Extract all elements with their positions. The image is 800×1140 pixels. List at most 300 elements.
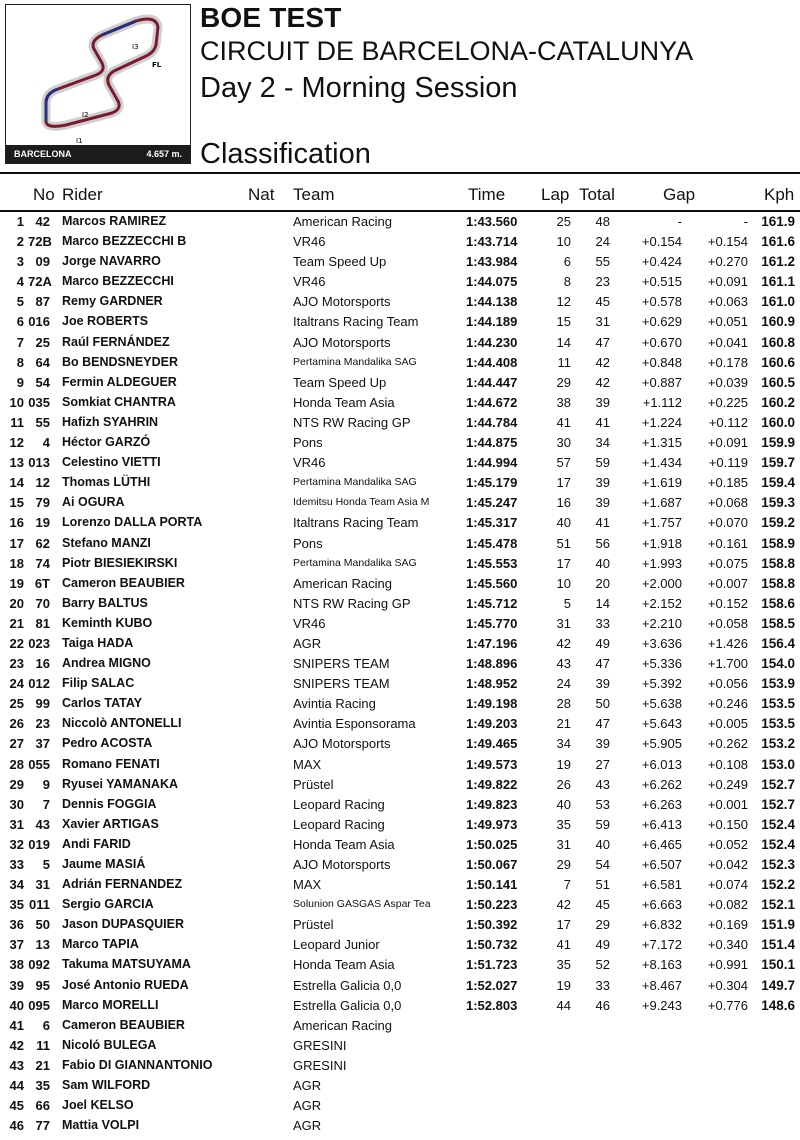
best-time: 1:52.027 — [466, 977, 518, 993]
total-laps: 52 — [595, 957, 610, 973]
team-name: Pons — [293, 535, 323, 551]
table-row — [0, 252, 800, 272]
position: 8 — [16, 354, 24, 370]
table-row — [0, 654, 800, 674]
best-time: 1:44.075 — [466, 274, 518, 290]
best-time: 1:45.478 — [466, 535, 518, 551]
rider-name: Marcos RAMIREZ — [62, 214, 167, 228]
team-name: AJO Motorsports — [293, 294, 391, 310]
table-row — [0, 333, 800, 353]
top-speed: 152.7 — [761, 796, 795, 812]
team-name: Honda Team Asia — [293, 957, 395, 973]
best-lap: 51 — [556, 535, 571, 551]
gap-to-first: +6.263 — [641, 796, 682, 812]
team-name: SNIPERS TEAM — [293, 656, 390, 672]
gap-to-previous: - — [743, 214, 748, 229]
table-row — [0, 775, 800, 795]
top-speed: 159.4 — [761, 475, 795, 491]
rider-number: 25 — [35, 334, 50, 350]
position: 17 — [9, 535, 24, 551]
total-laps: 39 — [595, 475, 610, 491]
rider-number: 092 — [28, 957, 50, 973]
total-laps: 51 — [595, 877, 610, 893]
total-laps: 41 — [595, 414, 610, 430]
team-name: AGR — [293, 1118, 322, 1134]
best-time: 1:44.189 — [466, 314, 518, 330]
gap-to-previous: +0.042 — [707, 857, 748, 872]
position: 20 — [9, 595, 24, 611]
column-header-lap: Lap — [541, 185, 570, 204]
best-time: 1:50.392 — [466, 917, 518, 933]
rider-name: Ai OGURA — [62, 495, 125, 510]
rider-number: 81 — [35, 615, 50, 631]
best-lap: 10 — [556, 234, 571, 250]
top-speed: 160.5 — [761, 374, 795, 390]
best-time: 1:49.973 — [466, 816, 518, 832]
rider-number: 54 — [35, 374, 50, 390]
position: 1 — [16, 214, 24, 229]
total-laps: 50 — [595, 696, 610, 712]
table-row — [0, 393, 800, 413]
team-name: Pertamina Mandalika SAG — [293, 556, 417, 569]
position: 16 — [9, 515, 24, 531]
gap-to-previous: +0.082 — [707, 897, 748, 913]
gap-to-first: +6.507 — [641, 857, 682, 872]
best-lap: 35 — [556, 816, 571, 832]
best-lap: 10 — [556, 575, 571, 591]
team-name: SNIPERS TEAM — [293, 676, 390, 692]
best-lap: 30 — [556, 435, 571, 451]
table-row — [0, 373, 800, 393]
best-time: 1:49.573 — [466, 756, 518, 772]
rider-name: Marco BEZZECCHI B — [62, 234, 187, 249]
table-row — [0, 594, 800, 614]
table-row — [0, 1096, 800, 1116]
rider-number: 43 — [35, 816, 50, 832]
best-lap: 7 — [563, 877, 571, 893]
gap-to-previous: +0.150 — [707, 816, 748, 832]
rider-number: 72B — [28, 234, 52, 250]
test-title: BOE TEST — [200, 2, 342, 33]
top-speed: 161.9 — [761, 214, 795, 229]
gap-to-first: +1.315 — [641, 435, 682, 451]
position: 39 — [9, 977, 24, 993]
table-row — [0, 1036, 800, 1056]
team-name: AGR — [293, 1078, 322, 1094]
gap-to-first: +0.154 — [641, 234, 682, 250]
rider-number: 87 — [35, 294, 50, 310]
best-lap: 31 — [556, 836, 571, 852]
best-time: 1:49.198 — [466, 696, 518, 712]
gap-to-previous: +0.119 — [708, 455, 748, 471]
classification-heading: Classification — [200, 138, 371, 170]
best-time: 1:45.553 — [466, 555, 518, 571]
top-speed: 158.6 — [761, 595, 795, 611]
column-header-total: Total — [579, 185, 615, 204]
rider-name: Celestino VIETTI — [62, 455, 161, 470]
rider-name: Ryusei YAMANAKA — [62, 776, 179, 791]
top-speed: 148.6 — [761, 997, 795, 1013]
best-lap: 57 — [556, 455, 571, 471]
rider-name: Pedro ACOSTA — [62, 736, 153, 751]
table-row — [0, 453, 800, 473]
position: 4 — [16, 274, 24, 290]
rider-number: 12 — [35, 475, 50, 491]
top-speed: 153.5 — [761, 696, 795, 712]
gap-to-first: +5.905 — [641, 736, 682, 752]
best-lap: 42 — [556, 635, 571, 651]
team-name: VR46 — [293, 274, 326, 290]
table-row — [0, 353, 800, 373]
gap-to-previous: +0.001 — [707, 796, 748, 812]
top-speed: 152.3 — [761, 857, 795, 872]
top-speed: 151.9 — [761, 917, 795, 933]
gap-to-previous: +0.776 — [707, 997, 748, 1013]
gap-to-first: +0.887 — [641, 374, 682, 390]
best-lap: 15 — [556, 314, 571, 330]
circuit-info-bar — [6, 145, 190, 163]
best-time: 1:45.247 — [466, 495, 518, 511]
best-time: 1:47.196 — [466, 635, 518, 651]
top-speed: 152.7 — [761, 776, 795, 792]
position: 14 — [9, 475, 24, 491]
top-speed: 154.0 — [761, 656, 795, 672]
rider-name: Mattia VOLPI — [62, 1118, 140, 1133]
rider-number: 99 — [35, 696, 50, 712]
best-time: 1:50.067 — [466, 857, 518, 872]
table-row — [0, 755, 800, 775]
rider-number: 013 — [28, 455, 50, 471]
table-row — [0, 513, 800, 533]
top-speed: 159.7 — [761, 455, 795, 471]
best-time: 1:49.203 — [466, 716, 518, 732]
rider-number: 64 — [35, 354, 50, 370]
best-time: 1:50.732 — [466, 937, 518, 953]
top-speed: 158.8 — [761, 555, 795, 571]
best-lap: 11 — [557, 354, 571, 370]
gap-to-first: +6.465 — [641, 836, 682, 852]
gap-to-previous: +0.249 — [707, 776, 748, 792]
top-speed: 159.3 — [761, 495, 795, 511]
top-speed: 153.5 — [761, 716, 795, 732]
rider-number: 016 — [28, 314, 50, 330]
total-laps: 56 — [595, 535, 610, 551]
position: 32 — [9, 836, 24, 852]
gap-to-first: +5.638 — [641, 696, 682, 712]
position: 18 — [9, 555, 24, 571]
top-speed: 158.8 — [761, 575, 795, 591]
rider-name: Takuma MATSUYAMA — [62, 957, 191, 972]
total-laps: 41 — [595, 515, 610, 531]
total-laps: 39 — [595, 736, 610, 752]
best-lap: 14 — [556, 334, 571, 350]
rider-name: Romano FENATI — [62, 756, 160, 771]
gap-to-first: +5.392 — [641, 676, 682, 692]
gap-to-previous: +0.041 — [707, 334, 748, 350]
rider-number: 7 — [42, 796, 50, 812]
position: 13 — [9, 455, 24, 471]
table-row — [0, 1116, 800, 1136]
team-name: MAX — [293, 877, 322, 893]
team-name: Leopard Junior — [293, 937, 380, 953]
top-speed: 151.4 — [761, 937, 795, 953]
team-name: GRESINI — [293, 1037, 347, 1053]
top-speed: 152.1 — [761, 897, 795, 913]
gap-to-previous: +0.058 — [707, 615, 748, 631]
rider-number: 035 — [28, 394, 50, 410]
team-name: Idemitsu Honda Team Asia M — [293, 496, 430, 509]
total-laps: 40 — [595, 555, 610, 571]
table-row — [0, 272, 800, 292]
best-lap: 5 — [563, 595, 571, 611]
rider-number: 95 — [35, 977, 50, 993]
top-speed: 160.9 — [761, 314, 795, 330]
rider-name: Stefano MANZI — [62, 535, 151, 550]
rider-name: Marco MORELLI — [62, 997, 159, 1012]
circuit-length: 4.657 m. — [146, 149, 182, 159]
position: 7 — [16, 334, 24, 350]
rider-number: 70 — [35, 595, 50, 611]
position: 23 — [9, 656, 24, 672]
team-name: Avintia Racing — [293, 696, 376, 712]
column-header-time: Time — [468, 185, 506, 204]
best-time: 1:43.984 — [466, 254, 518, 270]
best-lap: 40 — [556, 515, 571, 531]
rider-number: 42 — [35, 214, 50, 229]
best-time: 1:44.447 — [466, 374, 518, 390]
team-name: AJO Motorsports — [293, 334, 391, 350]
best-lap: 44 — [556, 997, 571, 1013]
table-row — [0, 413, 800, 433]
rider-number: 011 — [29, 897, 50, 913]
total-laps: 42 — [595, 374, 610, 390]
best-time: 1:52.803 — [466, 997, 518, 1013]
rider-number: 16 — [35, 656, 50, 672]
best-lap: 28 — [556, 696, 571, 712]
best-lap: 29 — [556, 374, 571, 390]
rider-number: 055 — [28, 756, 50, 772]
best-time: 1:48.952 — [466, 676, 518, 692]
position: 9 — [16, 374, 24, 390]
total-laps: 59 — [595, 816, 610, 832]
gap-to-first: +2.000 — [641, 575, 682, 591]
team-name: Honda Team Asia — [293, 394, 395, 410]
position: 36 — [9, 917, 24, 933]
gap-to-first: +1.434 — [641, 455, 682, 471]
best-time: 1:44.672 — [466, 394, 518, 410]
rider-name: Marco TAPIA — [62, 937, 139, 952]
rider-name: Joe ROBERTS — [62, 314, 149, 329]
total-laps: 47 — [595, 656, 610, 672]
rider-number: 5 — [42, 857, 50, 872]
rider-name: Filip SALAC — [62, 676, 135, 691]
table-row — [0, 312, 800, 332]
gap-to-previous: +0.068 — [707, 495, 748, 511]
page-header — [0, 0, 800, 172]
rider-number: 9 — [42, 776, 50, 792]
position: 33 — [9, 857, 24, 872]
circuit-city: BARCELONA — [14, 149, 72, 159]
best-time: 1:45.179 — [466, 475, 518, 491]
rider-name: Keminth KUBO — [62, 615, 153, 630]
gap-to-previous: +0.039 — [707, 374, 748, 390]
best-lap: 41 — [556, 937, 571, 953]
best-lap: 8 — [563, 274, 571, 290]
gap-to-first: +2.152 — [641, 595, 682, 611]
table-row — [0, 714, 800, 734]
gap-to-first: +3.636 — [641, 635, 682, 651]
best-lap: 41 — [556, 414, 571, 430]
rider-name: Nicoló BULEGA — [62, 1037, 157, 1052]
position: 25 — [9, 696, 24, 712]
rider-number: 012 — [28, 676, 50, 692]
position: 46 — [9, 1118, 24, 1134]
position: 41 — [9, 1017, 24, 1033]
gap-to-previous: +0.007 — [707, 575, 748, 591]
column-header-gap: Gap — [663, 185, 696, 204]
rider-number: 019 — [28, 836, 50, 852]
rider-name: José Antonio RUEDA — [62, 977, 189, 992]
top-speed: 153.2 — [761, 736, 795, 752]
table-row — [0, 554, 800, 574]
best-time: 1:44.784 — [466, 414, 518, 430]
team-name: Pertamina Mandalika SAG — [293, 476, 417, 489]
team-name: Avintia Esponsorama — [293, 716, 416, 732]
rider-name: Hafizh SYAHRIN — [62, 414, 159, 429]
position: 12 — [9, 435, 24, 451]
best-time: 1:49.823 — [466, 796, 518, 812]
gap-to-previous: +0.005 — [707, 716, 748, 732]
table-row — [0, 292, 800, 312]
table-row — [0, 574, 800, 594]
total-laps: 49 — [595, 937, 610, 953]
total-laps: 49 — [595, 635, 610, 651]
gap-to-previous: +0.056 — [707, 676, 748, 692]
gap-to-previous: +0.051 — [707, 314, 748, 330]
best-lap: 17 — [556, 917, 571, 933]
top-speed: 159.9 — [761, 435, 795, 451]
best-time: 1:50.223 — [466, 897, 518, 913]
top-speed: 160.6 — [761, 354, 795, 370]
position: 21 — [9, 615, 24, 631]
gap-to-previous: +0.091 — [707, 435, 748, 451]
position: 15 — [9, 495, 24, 511]
rider-number: 6 — [42, 1017, 50, 1033]
rider-name: Sam WILFORD — [62, 1078, 151, 1093]
rider-number: 50 — [35, 917, 50, 933]
top-speed: 153.9 — [761, 676, 795, 692]
gap-to-previous: +1.700 — [707, 656, 748, 672]
total-laps: 45 — [595, 294, 610, 310]
total-laps: 46 — [595, 997, 610, 1013]
table-row — [0, 955, 800, 975]
position: 19 — [9, 575, 24, 591]
best-time: 1:44.408 — [466, 354, 518, 370]
total-laps: 14 — [595, 595, 610, 611]
best-lap: 26 — [556, 776, 571, 792]
team-name: Pons — [293, 435, 323, 451]
finish-line-label: FL — [152, 61, 162, 69]
team-name: AJO Motorsports — [293, 857, 391, 872]
gap-to-first: +0.670 — [641, 334, 682, 350]
team-name: NTS RW Racing GP — [293, 595, 411, 611]
position: 22 — [9, 635, 24, 651]
gap-to-first: +7.172 — [641, 937, 682, 953]
position: 40 — [9, 997, 24, 1013]
gap-to-previous: +1.426 — [707, 635, 748, 651]
best-time: 1:51.723 — [466, 957, 518, 973]
rider-number: 13 — [35, 937, 50, 953]
total-laps: 33 — [595, 615, 610, 631]
gap-to-previous: +0.154 — [707, 234, 748, 250]
position: 28 — [9, 756, 24, 772]
best-lap: 38 — [556, 394, 571, 410]
gap-to-previous: +0.225 — [707, 394, 748, 410]
rider-name: Remy GARDNER — [62, 294, 163, 309]
gap-to-first: +5.336 — [641, 656, 682, 672]
table-row — [0, 493, 800, 513]
total-laps: 53 — [595, 796, 610, 812]
rider-number: 23 — [35, 716, 50, 732]
total-laps: 29 — [595, 917, 610, 933]
gap-to-previous: +0.185 — [707, 475, 748, 491]
column-header-kph: Kph — [764, 185, 795, 204]
rider-name: Sergio GARCIA — [62, 897, 154, 912]
table-row — [0, 674, 800, 694]
top-speed: 158.5 — [761, 615, 795, 631]
gap-to-previous: +0.091 — [707, 274, 748, 290]
team-name: American Racing — [293, 575, 392, 591]
total-laps: 27 — [595, 756, 610, 772]
table-row — [0, 232, 800, 252]
gap-to-first: +1.757 — [641, 515, 682, 531]
table-row — [0, 835, 800, 855]
team-name: GRESINI — [293, 1057, 347, 1073]
team-name: American Racing — [293, 1017, 392, 1033]
best-lap: 25 — [556, 214, 571, 229]
top-speed: 156.4 — [761, 635, 795, 651]
total-laps: 59 — [595, 455, 610, 471]
gap-to-first: +5.643 — [641, 716, 682, 732]
team-name: American Racing — [293, 214, 392, 229]
gap-to-previous: +0.246 — [707, 696, 748, 712]
total-laps: 24 — [595, 234, 610, 250]
table-row — [0, 734, 800, 754]
gap-to-first: +0.515 — [641, 274, 682, 290]
team-name: NTS RW Racing GP — [293, 414, 411, 430]
best-time: 1:44.875 — [466, 435, 518, 451]
gap-to-first: +6.013 — [641, 756, 682, 772]
table-row — [0, 212, 800, 232]
rider-number: 11 — [36, 1037, 50, 1053]
rider-name: Joel KELSO — [62, 1098, 134, 1113]
circuit-map-icon — [6, 5, 190, 145]
session-name: Day 2 - Morning Session — [200, 72, 518, 104]
rider-number: 31 — [35, 877, 50, 893]
team-name: Team Speed Up — [293, 374, 387, 390]
gap-to-first: +8.467 — [641, 977, 682, 993]
rider-name: Marco BEZZECCHI — [62, 274, 174, 289]
top-speed: 161.1 — [761, 274, 795, 290]
gap-to-first: +1.112 — [642, 394, 682, 410]
gap-to-first: +6.832 — [641, 917, 682, 933]
total-laps: 34 — [595, 435, 610, 451]
rider-number: 55 — [35, 414, 50, 430]
best-time: 1:43.560 — [466, 214, 518, 229]
rider-name: Carlos TATAY — [62, 696, 143, 711]
gap-to-first: +6.262 — [641, 776, 682, 792]
rider-name: Jason DUPASQUIER — [62, 917, 185, 932]
